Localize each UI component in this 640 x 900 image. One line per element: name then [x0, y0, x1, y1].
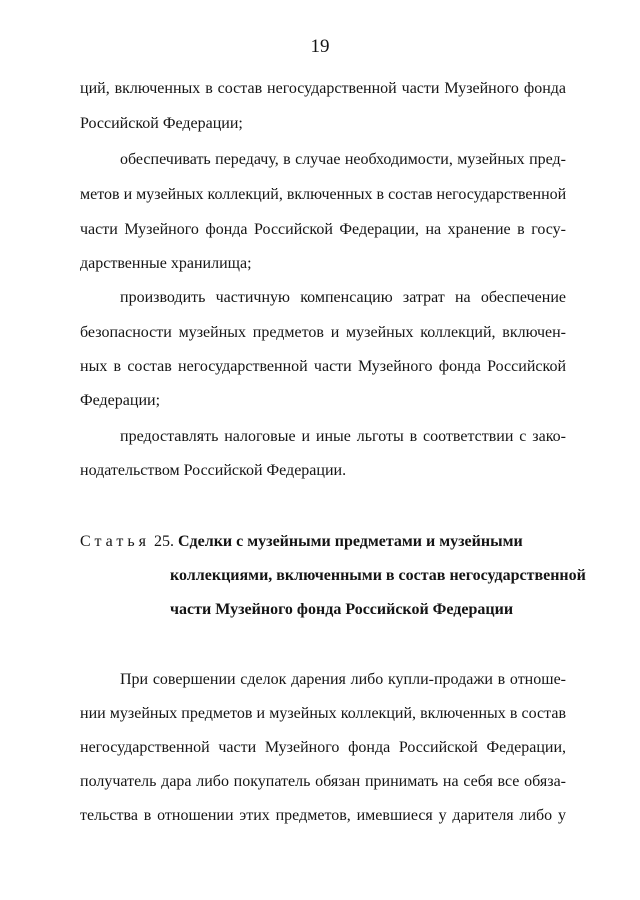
text-line: обеспечивать передачу, в случае необходимости, музейных пред-	[120, 151, 566, 168]
text-line: Российской Федерации;	[80, 115, 243, 132]
text-line: ных в состав негосударственной части Музейного фонда Российской	[80, 358, 566, 375]
text-line: Федерации;	[80, 392, 161, 409]
text-line: метов и музейных коллекций, включенных в состав негосударственной	[80, 186, 567, 203]
text-line: нии музейных предметов и музейных коллекций, включенных в состав	[80, 705, 566, 722]
text-line: При совершении сделок дарения либо купли-продажи в отноше-	[120, 671, 566, 688]
text-line: безопасности музейных предметов и музейных коллекций, включен-	[80, 324, 566, 341]
article-title-line: части Музейного фонда Российской Федерации	[170, 601, 514, 618]
text-line: негосударственной части Музейного фонда Российской Федерации,	[80, 739, 566, 756]
article-number: 25.	[153, 533, 174, 550]
article-title-line: коллекциями, включенными в состав негосударственной	[170, 567, 586, 584]
text-line: ций, включенных в состав негосударственной части Музейного фонда	[80, 80, 566, 97]
text-line: дарственные хранилища;	[80, 255, 252, 272]
article-title-line: Сделки с музейными предметами и музейными	[177, 533, 523, 550]
article-heading	[80, 532, 523, 552]
article-label: Статья	[80, 533, 150, 550]
text-line: нодательством Российской Федерации.	[80, 462, 347, 479]
text-line: получатель дара либо покупатель обязан принимать на себя все обяза-	[80, 773, 566, 790]
text-line: тельства в отношении этих предметов, имевшиеся у дарителя либо у	[80, 807, 566, 824]
page-number: 19	[310, 36, 330, 57]
text-line: части Музейного фонда Российской Федерации, на хранение в госу-	[80, 221, 566, 238]
text-line: производить частичную компенсацию затрат на обеспечение	[120, 289, 566, 306]
text-line: предоставлять налоговые и иные льготы в соответствии с зако-	[120, 428, 566, 445]
